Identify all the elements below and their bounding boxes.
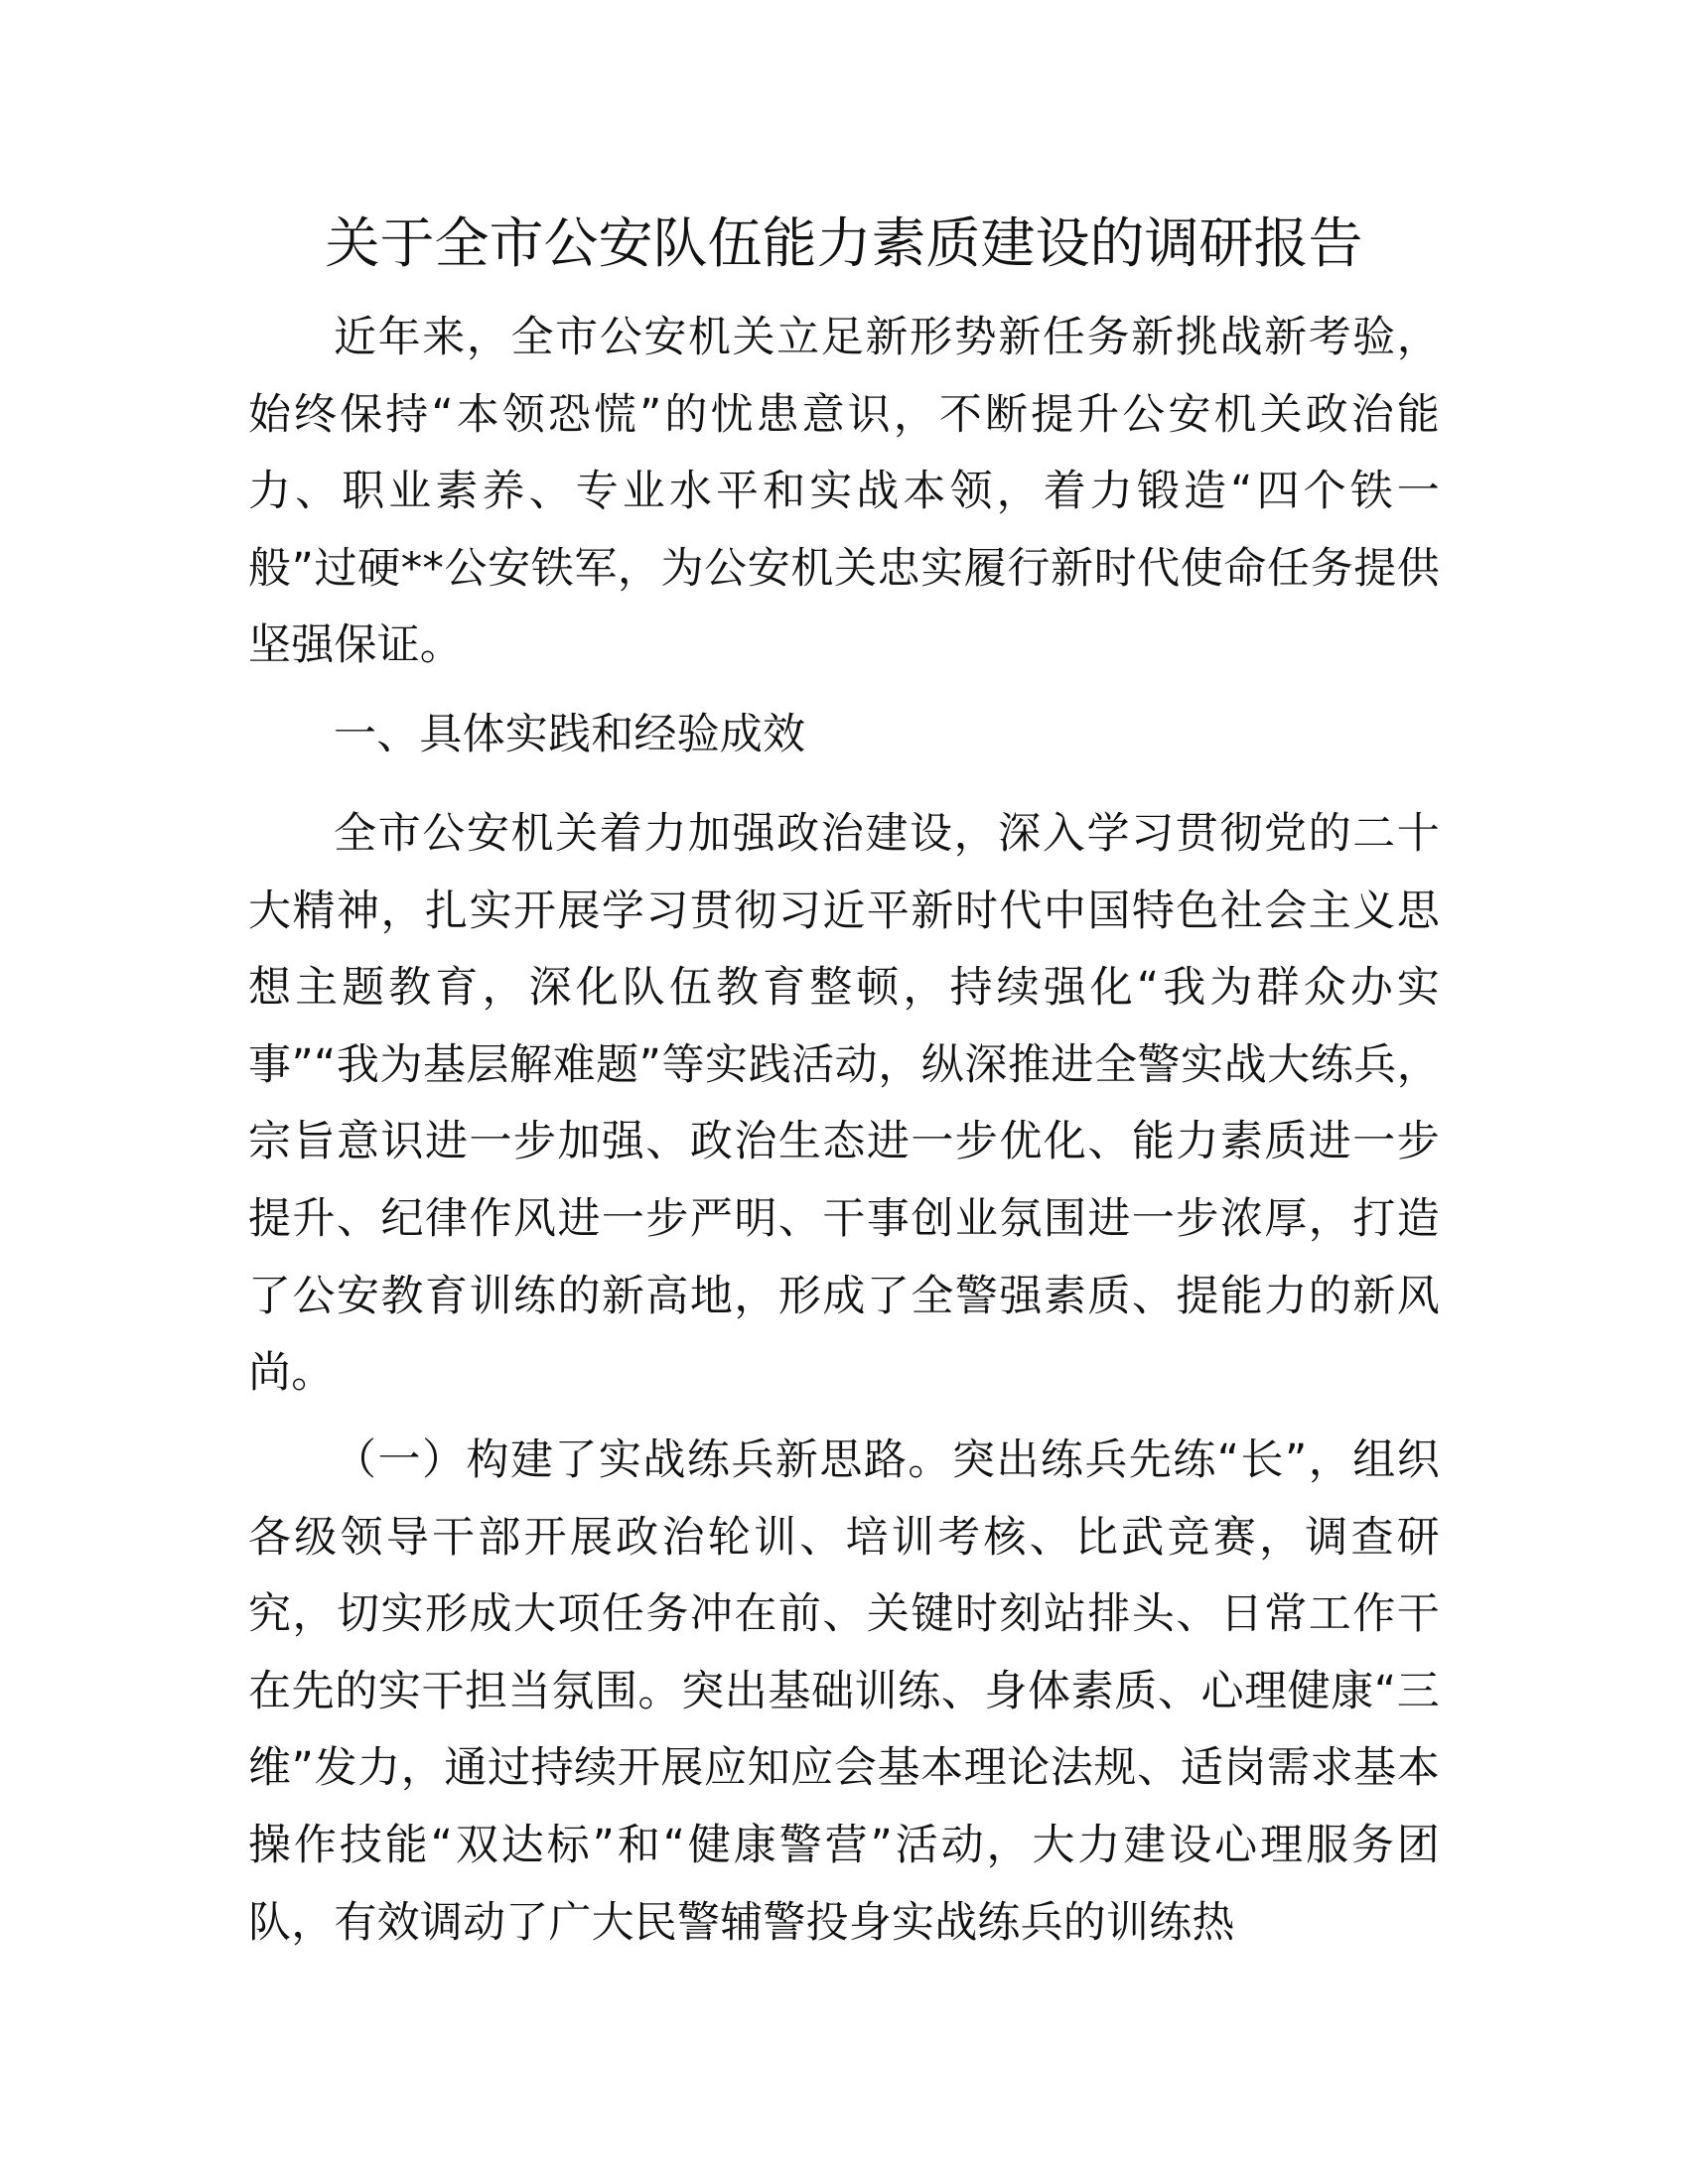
document-title: 关于全市公安队伍能力素质建设的调研报告 [325, 211, 1363, 275]
section-paragraph: 全市公安机关着力加强政治建设，深入学习贯彻党的二十大精神，扎实开展学习贯彻习近平新时代中国特色社会主义思想主题教育，深化队伍教育整顿，持续强化“我为群众办实事”“我为基层解难题”等实践活动，纵深推进全警实战大练兵，宗旨意识进一步加强、政治生态进一步优化、能力素质进一步提升、纪律作风进一步严明、干事创业氛围进一步浓厚，打造了公安教育训练的新高地，形成了全警强素质、提能力的新风尚。 [248, 809, 1440, 1399]
subsection-paragraph: （一）构建了实战练兵新思路。突出练兵先练“长”，组织各级领导干部开展政治轮训、培训考核、比武竞赛，调查研究，切实形成大项任务冲在前、关键时刻站排头、日常工作干在先的实干担当氛围。突出基础训练、身体素质、心理健康“三维”发力，通过持续开展应知应会基本理论法规、适岗需求基本操作技能“双达标”和“健康警营”活动，大力建设心理服务团队，有效调动了广大民警辅警投身实战练兵的训练热 [248, 1435, 1440, 1948]
section-heading: 一、具体实践和经验成效 [334, 710, 806, 759]
intro-paragraph: 近年来，全市公安机关立足新形势新任务新挑战新考验，始终保持“本领恐慌”的忧患意识，不断提升公安机关政治能力、职业素养、专业水平和实战本领，着力锻造“四个铁一般”过硬**公安铁军，为公安机关忠实履行新时代使命任务提供坚强保证。 [248, 313, 1440, 671]
